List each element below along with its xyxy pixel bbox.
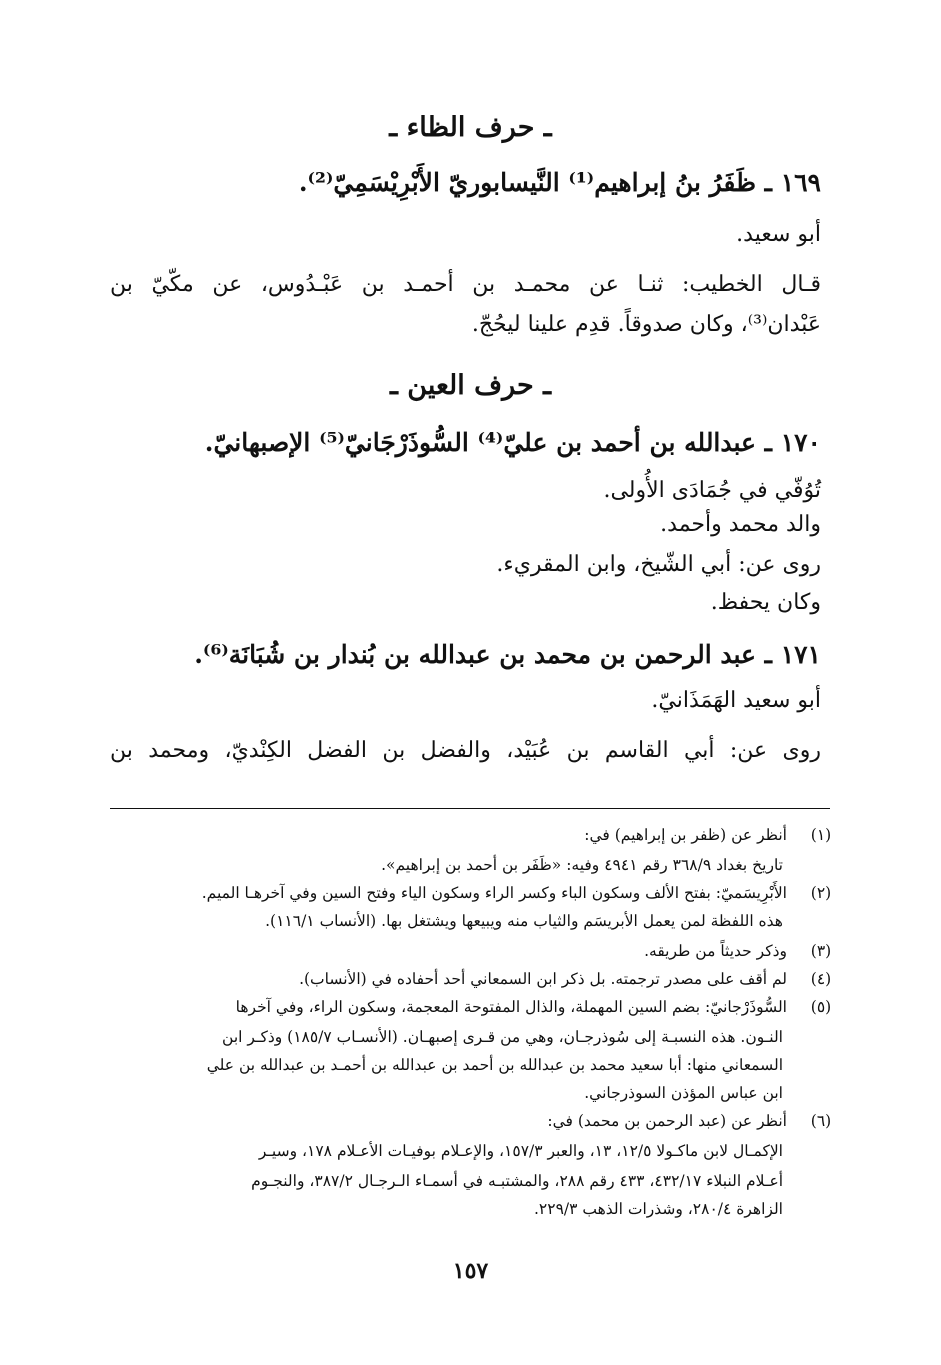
entry-169-heading: ١٦٩ ـ ظَفَرُ بنُ إبراهيم⁽¹⁾ النَّيسابوريّ الأَبْرِيْسَمِيّ⁽²⁾. bbox=[298, 168, 821, 197]
footnote-separator bbox=[110, 808, 830, 809]
footnote-1 bbox=[108, 826, 839, 848]
footnote-2-line-1: الأَبْرِيسَميّ: بفتح الألف وسكون الباء وكسر الراء وسكون الياء وفتح السين وفي آخرهـا الميم. bbox=[201, 884, 787, 902]
page-number: ١٥٧ bbox=[452, 1258, 489, 1284]
footnote-5-line-1: السُّوذَرْجانيّ: بضم السين المهملة، والذال المفتوحة المعجمة، وسكون الراء، وفي آخرها bbox=[235, 998, 787, 1016]
footnote-5-line-2: النـون. هذه النسبـة إلى سُوذرجـان، وهي من قـرى إصبهـان. (الأنسـاب ١٨٥/٧) وذكـر ابن bbox=[222, 1028, 783, 1046]
footnote-6-line-4: الزاهرة ٢٨٠/٤، وشذرات الذهب ٢٢٩/٣. bbox=[533, 1200, 783, 1218]
footnote-6-line-1: أنظر عن (عبد الرحمن بن محمد) في: bbox=[547, 1112, 787, 1130]
footnote-3 bbox=[108, 942, 839, 964]
footnote-3-text: وذكر حديثاً من طريقه. bbox=[644, 942, 787, 960]
footnote-5-line-4: ابن عباس المؤذن السوذرجاني. bbox=[584, 1084, 783, 1102]
entry-171-text-line-1: روى عن: أبي القاسم بن عُبَيْد، والفضل بن الفضل الكِنْديّ، ومحمد بن bbox=[110, 738, 821, 763]
footnote-4-number: (٤) bbox=[810, 970, 832, 988]
footnote-2-number: (٢) bbox=[810, 884, 832, 902]
entry-170-line-3: روى عن: أبي الشّيخ، وابن المقريء. bbox=[496, 552, 821, 577]
entry-170-line-4: وكان يحفظ. bbox=[710, 590, 821, 615]
entry-170-line-1: تُوُفّي في جُمَادَى الأُولى. bbox=[603, 478, 821, 503]
footnote-2 bbox=[108, 884, 839, 906]
footnote-4 bbox=[108, 970, 839, 992]
footnote-3-number: (٣) bbox=[810, 942, 832, 960]
entry-170-heading: ١٧٠ ـ عبدالله بن أحمد بن عليّ⁽⁴⁾ السُّوذَرْجَانيّ⁽⁵⁾ الإصبهانيّ. bbox=[204, 428, 821, 457]
footnote-6-line-3: أعـلام النبلاء ٤٣٢/١٧، ٤٣٣ رقم ٢٨٨، والمشتبـه في أسمـاء الـرجـال ٣٨٧/٢، والنجـوم bbox=[251, 1172, 783, 1190]
entry-169-kunya: أبو سعيد. bbox=[736, 222, 821, 247]
entry-170-line-2: والد محمد وأحمد. bbox=[660, 512, 821, 537]
footnote-4-text: لم أقف على مصدر ترجمته. بل ذكر ابن السمعاني أحد أحفاده في (الأنساب). bbox=[299, 970, 787, 988]
footnote-5-number: (٥) bbox=[810, 998, 832, 1016]
entry-171-kunya: أبو سعيد الهَمَذَانيّ. bbox=[651, 688, 821, 713]
footnote-6 bbox=[108, 1112, 839, 1134]
footnote-1-number: (١) bbox=[810, 826, 832, 844]
footnote-5-line-3: السمعاني منها: أبا سعيد محمد بن عبدالله بن أحمد بن عبدالله بن أحمـد بن عبدالله بن علي bbox=[206, 1056, 783, 1074]
entry-171-heading: ١٧١ ـ عبد الرحمن بن محمد بن عبدالله بن بُندار بن شُبَانَة⁽⁶⁾. bbox=[194, 640, 821, 669]
footnote-5 bbox=[108, 998, 839, 1020]
footnote-2-line-2: هذه اللفظة لمن يعمل الأبريسَم والثياب منه ويبيعها ويشتغل بها. (الأنساب ١١٦/١). bbox=[265, 912, 783, 930]
footnote-6-line-2: الإكمـال لابن ماكـولا ١٢/٥، ١٣، والعبر ١٥٧/٣، والإعـلام بوفيـات الأعـلام ١٧٨، وسيـر bbox=[258, 1142, 783, 1160]
footnote-1-line-1: أنظر عن (ظفر بن إبراهيم) في: bbox=[584, 826, 787, 844]
section-heading-ayn: ـ حرف العين ـ bbox=[389, 370, 552, 401]
footnote-1-line-2: تاريخ بغداد ٣٦٨/٩ رقم ٤٩٤١ وفيه: «ظَفَر بن أحمد بن إبراهيم». bbox=[381, 856, 783, 874]
entry-169-text-line-1: قـال الخطيب: ثنـا عن محمـد بن أحمـد بن عَبْـدُوس، عن مكّيّ بن bbox=[110, 272, 821, 297]
footnote-6-number: (٦) bbox=[810, 1112, 832, 1130]
entry-169-text-line-2: عَبْدان⁽³⁾، وكان صدوقاً. قدِم علينا ليحُجّ. bbox=[471, 312, 821, 337]
section-heading-zaa: ـ حرف الظاء ـ bbox=[389, 112, 552, 143]
